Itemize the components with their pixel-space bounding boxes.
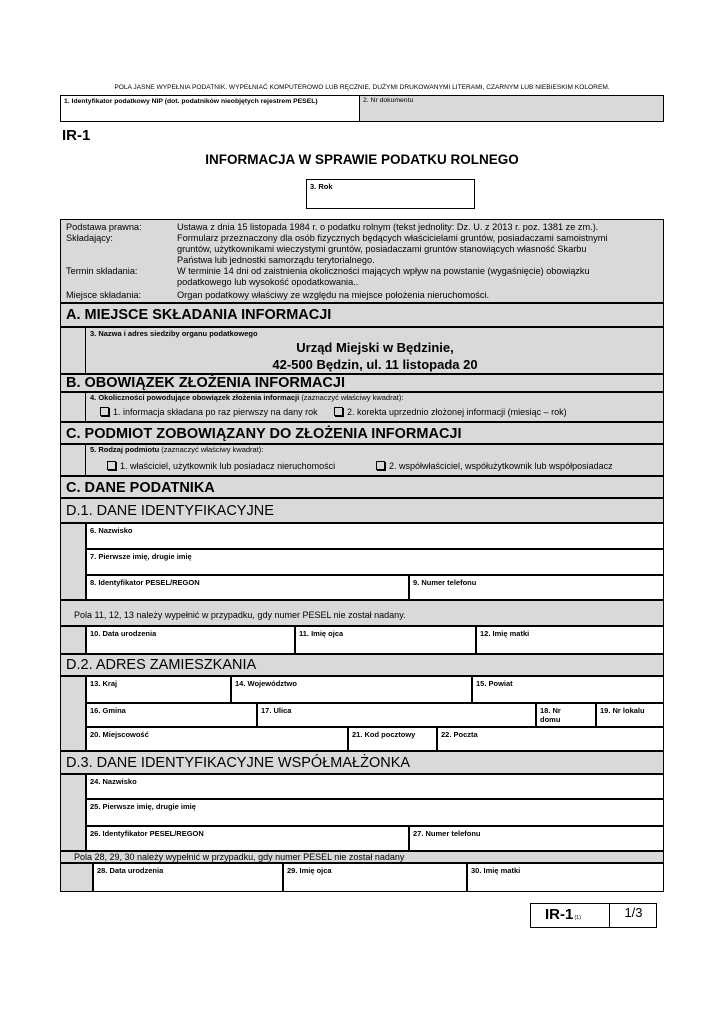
fill-instructions: POLA JASNE WYPEŁNIA PODATNIK. WYPEŁNIAĆ KOMPUTEROWO LUB RĘCZNIE, DUŻYMI DRUKOWANYMI LITERAMI, CZARNYM LUB NIEBIESKIM KOLOREM.	[114, 84, 610, 91]
podstawa-label: Podstawa prawna:	[66, 222, 142, 232]
form-code: IR-1	[62, 127, 91, 144]
first-names-field[interactable]	[86, 549, 664, 575]
termin-texts	[177, 266, 654, 288]
house-number-label-2: domu	[540, 715, 561, 724]
d3-margin-2	[60, 863, 93, 892]
city-field[interactable]	[86, 727, 348, 751]
mother-name-label: 12. Imię matki	[480, 629, 530, 638]
spouse-pesel-field[interactable]	[86, 826, 409, 851]
d3-note: Pola 28, 29, 30 należy wypełnić w przypadku, gdy numer PESEL nie został nadany	[74, 852, 405, 862]
skladajacy-text-2: gruntów, użytkownikami wieczystymi gruntów, posiadaczami gruntów stanowiących własność Skarbu	[177, 244, 587, 254]
section-taxpayer-title: C. DANE PODATNIKA	[66, 480, 215, 496]
section-c-margin	[60, 444, 86, 476]
nip-label: 1. Identyfikator podatkowy NIP (dot. podatników nieobjętych rejestrem PESEL)	[64, 98, 318, 105]
tax-office-name: Urząd Miejski w Będzinie,	[296, 340, 454, 355]
termin-text-2: podatkowego lub wysokość opodatkowania..	[177, 277, 359, 287]
post-office-field[interactable]	[437, 727, 664, 751]
apartment-number-field[interactable]	[596, 703, 664, 727]
house-number-label-1: 18. Nr	[540, 706, 561, 715]
country-label: 13. Kraj	[90, 679, 118, 688]
owner-checkbox[interactable]	[107, 461, 116, 470]
spouse-father-name-field[interactable]	[283, 863, 467, 892]
document-number-label: 2. Nr dokumentu	[363, 97, 414, 104]
footer-code-text: IR-1	[545, 906, 574, 923]
father-name-label: 11. Imię ojca	[299, 629, 344, 638]
section-b-title: B. OBOWIĄZEK ZŁOŻENIA INFORMACJI	[66, 375, 345, 391]
first-time-option[interactable]	[100, 407, 318, 417]
county-field[interactable]	[472, 676, 664, 703]
skladajacy-label: Składający:	[66, 233, 113, 243]
miejsce-label: Miejsce składania:	[66, 290, 142, 300]
spouse-phone-label: 27. Numer telefonu	[413, 829, 481, 838]
birth-date-label: 10. Data urodzenia	[90, 629, 157, 638]
circumstances-label-row	[90, 393, 403, 402]
spouse-first-names-field[interactable]	[86, 799, 664, 826]
spouse-birth-date-label: 28. Data urodzenia	[97, 866, 164, 875]
termin-text-1: W terminie 14 dni od zaistnienia okoliczności mających wpływ na powstanie (wygaśnięcie) obowiązku	[177, 266, 590, 276]
section-d3-title: D.3. DANE IDENTYFIKACYJNE WSPÓŁMAŁŻONKA	[66, 755, 411, 771]
house-number-label	[540, 706, 561, 724]
miejsce-text: Organ podatkowy właściwy ze względu na miejsce położenia nieruchomości.	[177, 290, 490, 300]
spouse-mother-name-label: 30. Imię matki	[471, 866, 521, 875]
spouse-father-name-label: 29. Imię ojca	[287, 866, 332, 875]
year-label: 3. Rok	[310, 182, 333, 191]
voivodeship-label: 14. Województwo	[235, 679, 297, 688]
podstawa-text: Ustawa z dnia 15 listopada 1984 r. o podatku rolnym (tekst jednolity: Dz. U. z 2013 r. poz. 1381 ze zm.).	[177, 222, 599, 232]
legal-texts	[177, 222, 654, 266]
pesel-label: 8. Identyfikator PESEL/REGON	[90, 578, 200, 587]
house-number-field[interactable]	[536, 703, 596, 727]
postal-code-label: 21. Kod pocztowy	[352, 730, 416, 739]
spouse-pesel-label: 26. Identyfikator PESEL/REGON	[90, 829, 204, 838]
d1-margin-2	[60, 626, 86, 654]
spouse-mother-name-field[interactable]	[467, 863, 664, 892]
spouse-surname-label: 24. Nazwisko	[90, 777, 137, 786]
surname-label: 6. Nazwisko	[90, 526, 133, 535]
voivodeship-field[interactable]	[231, 676, 472, 703]
section-b-margin	[60, 392, 86, 422]
city-label: 20. Miejscowość	[90, 730, 149, 739]
birth-date-field[interactable]	[86, 626, 295, 654]
father-name-field[interactable]	[295, 626, 476, 654]
page-number: 1/3	[624, 905, 643, 920]
circumstances-label: 4. Okoliczności powodujące obowiązek złożenia informacji	[90, 393, 300, 402]
page-title: INFORMACJA W SPRAWIE PODATKU ROLNEGO	[205, 152, 519, 167]
section-d1-title: D.1. DANE IDENTYFIKACYJNE	[66, 503, 274, 519]
street-field[interactable]	[257, 703, 536, 727]
postal-code-field[interactable]	[348, 727, 437, 751]
spouse-phone-field[interactable]	[409, 826, 664, 851]
owner-label: 1. właściciel, użytkownik lub posiadacz nieruchomości	[120, 461, 336, 471]
commune-label: 16. Gmina	[90, 706, 126, 715]
legal-labels	[66, 222, 142, 244]
street-label: 17. Ulica	[261, 706, 292, 715]
pesel-field[interactable]	[86, 575, 409, 600]
co-owner-checkbox[interactable]	[376, 461, 385, 470]
section-d2-margin	[60, 676, 86, 751]
co-owner-option[interactable]	[376, 461, 613, 471]
subject-type-label-row	[90, 445, 263, 454]
document-number-field	[360, 95, 664, 122]
tax-office-address: 42-500 Będzin, ul. 11 listopada 20	[272, 357, 478, 372]
surname-field[interactable]	[86, 523, 664, 549]
phone-field[interactable]	[409, 575, 664, 600]
first-time-label: 1. informacja składana po raz pierwszy na dany rok	[113, 407, 318, 417]
tax-office-label: 3. Nazwa i adres siedziby organu podatkowego	[90, 329, 258, 338]
nip-field[interactable]	[60, 95, 360, 122]
subject-type-note: (zaznaczyć właściwy kwadrat):	[161, 445, 264, 454]
subject-type-label: 5. Rodzaj podmiotu	[90, 445, 160, 454]
skladajacy-text-3: Państwa lub jednostki samorządu terytorialnego.	[177, 255, 375, 265]
phone-label: 9. Numer telefonu	[413, 578, 477, 587]
co-owner-label: 2. współwłaściciel, współużytkownik lub współposiadacz	[389, 461, 613, 471]
year-field[interactable]	[306, 179, 475, 209]
correction-option[interactable]	[334, 407, 567, 417]
country-field[interactable]	[86, 676, 231, 703]
first-names-label: 7. Pierwsze imię, drugie imię	[90, 552, 192, 561]
first-time-checkbox[interactable]	[100, 407, 109, 416]
spouse-birth-date-field[interactable]	[93, 863, 283, 892]
circumstances-note: (zaznaczyć właściwy kwadrat):	[301, 393, 404, 402]
spouse-surname-field[interactable]	[86, 774, 664, 799]
post-office-label: 22. Poczta	[441, 730, 478, 739]
correction-label: 2. korekta uprzednio złożonej informacji (miesiąc – rok)	[347, 407, 567, 417]
section-d1-margin	[60, 523, 86, 600]
commune-field[interactable]	[86, 703, 257, 727]
mother-name-field[interactable]	[476, 626, 664, 654]
apartment-number-label: 19. Nr lokalu	[600, 706, 645, 715]
county-label: 15. Powiat	[476, 679, 513, 688]
skladajacy-text-1: Formularz przeznaczony dla osób fizycznych będących właścicielami gruntów, posiadaczami samoistnymi	[177, 233, 608, 243]
section-a-title: A. MIEJSCE SKŁADANIA INFORMACJI	[66, 307, 332, 323]
section-a-margin	[60, 327, 86, 374]
correction-checkbox[interactable]	[334, 407, 343, 416]
section-d2-title: D.2. ADRES ZAMIESZKANIA	[66, 657, 257, 673]
d1-note: Pola 11, 12, 13 należy wypełnić w przypadku, gdy numer PESEL nie został nadany.	[74, 610, 406, 620]
footer-code	[545, 906, 581, 923]
owner-option[interactable]	[107, 461, 335, 471]
section-c-title: C. PODMIOT ZOBOWIĄZANY DO ZŁOŻENIA INFORMACJI	[66, 426, 462, 442]
spouse-first-names-label: 25. Pierwsze imię, drugie imię	[90, 802, 196, 811]
section-d3-margin	[60, 774, 86, 851]
footer-code-sup: (1)	[574, 915, 582, 921]
termin-label: Termin składania:	[66, 266, 138, 276]
